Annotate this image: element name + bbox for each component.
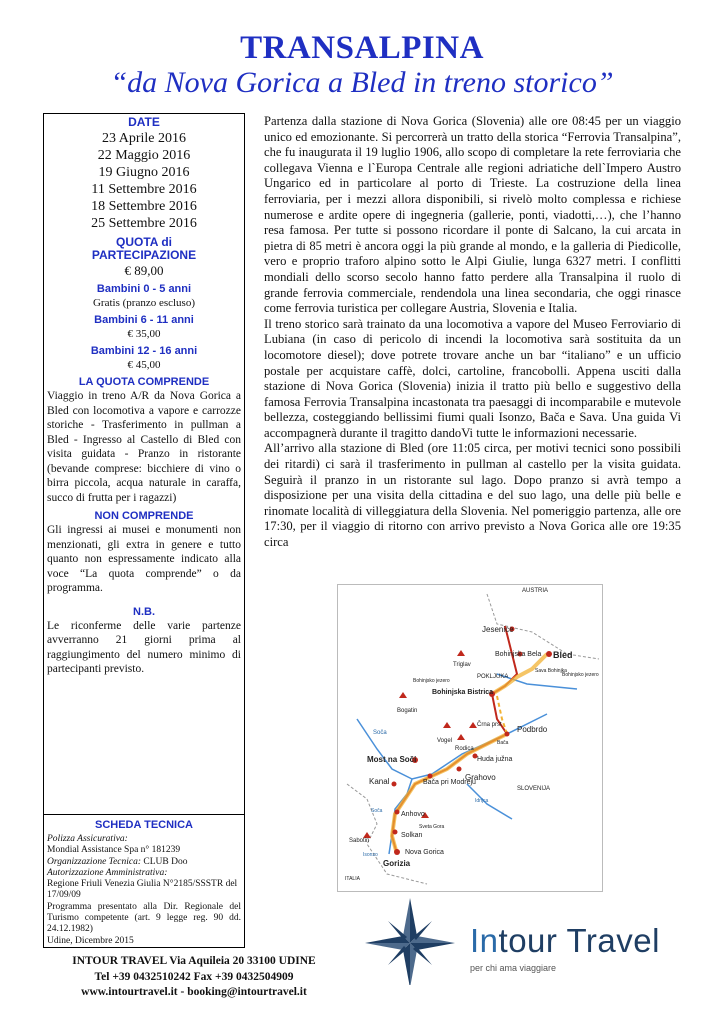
- label-isonzo: Isonzo: [363, 852, 378, 858]
- label-jesenice: Jesenice: [482, 625, 514, 634]
- brand-name-part2: tour Travel: [498, 922, 660, 959]
- date-item: 22 Maggio 2016: [97, 148, 191, 163]
- label-bled: Bled: [553, 650, 573, 660]
- page-subtitle: “da Nova Gorica a Bled in treno storico”: [110, 66, 614, 99]
- paragraph-train: Il treno storico sarà trainato da una locomotiva a vapore del Museo Ferroviario di Lubiana (in caso di pericolo di incendi la locomotiva sarà sostituita da un locomotore diesel); dove potrete trovare anche un bar “italiano” e un ufficio postale per acquistare caffè, dolci, cartoline, francobolli. Appena usciti dalla stazione di Nova Gorica (Slovenia) inizia il tratto più bello e suggestivo della famosa Ferrovia Transalpina incastonata tra paesaggi di incomparabile e mutevole bellezza, costeggiando bellissimi fiumi quali Isonzo, Bača e Sava. Una guida Vi accompagnerà durante il tragitto dandoVi tutte le informazioni necessarie.: [264, 316, 681, 440]
- label-vogel: Vogel: [437, 738, 453, 744]
- info-sidebar: [43, 113, 245, 815]
- kids-12-16-heading: Bambini 12 - 16 anni: [90, 345, 198, 357]
- label-slovenija: SLOVENIJA: [517, 786, 551, 792]
- label-grahovo: Grahovo: [465, 773, 496, 782]
- label-baca: Bača: [497, 740, 509, 746]
- label-sabotin: Sabotin: [349, 838, 370, 844]
- label-pokljuka: POKLJUKA: [477, 674, 509, 680]
- label-nova-gorica: Nova Gorica: [405, 849, 444, 856]
- auth-label: Autorizzazione Amministrativa:: [47, 867, 168, 878]
- station-solkan: [393, 830, 398, 835]
- label-anhovo: Anhovo: [401, 811, 425, 818]
- kids-12-16-value: € 45,00: [127, 359, 161, 371]
- kids-6-11-value: € 35,00: [127, 328, 161, 340]
- brand-tagline: per chi ama viaggiare: [470, 963, 557, 973]
- org-value: CLUB Doo: [143, 856, 188, 867]
- label-bohinjska-bela: Bohinjska Bela: [495, 651, 542, 658]
- station-baca-pri-modreju: [428, 774, 433, 779]
- label-podbrdo: Podbrdo: [517, 725, 548, 734]
- page-title: TRANSALPINA: [240, 30, 484, 66]
- brand-name: [470, 922, 660, 960]
- quota-heading-line2: PARTECIPAZIONE: [91, 248, 197, 262]
- station-anhovo: [395, 810, 400, 815]
- label-kanal: Kanal: [369, 777, 390, 786]
- includes-text: Viaggio in treno A/R da Nova Gorica a Bled con locomotiva a vapore e carrozze storiche - Trasferimento in pullman a Bled - Ingresso al Castello di Bled con visita guidata - Pranzo in ristorante (bevande comprese: bicchiere di vino o birra piccola, acqua naturale in caraffa, succo di frutta per i ragazzi): [47, 390, 241, 504]
- price-value: € 89,00: [124, 263, 164, 278]
- kids-6-11-heading: Bambini 6 - 11 anni: [94, 314, 194, 326]
- dates-list: [47, 130, 241, 232]
- compass-star-icon: [365, 898, 455, 985]
- label-sava: Sava Bohinjka: [535, 668, 567, 674]
- paragraph-bled: All’arrivo alla stazione di Bled (ore 11:05 circa, per motivi tecnici sono possibili dei ritardi) ci sarà il trasferimento in pullman al castello per la visita guidata. Seguirà il pranzo in un ristorante sul lago. Dopo pranzo si avrà tempo a disposizione per una visita della cittadina e del suo lago, una delle più belle e rinomate località di villeggiatura della Slovenia. Nel pomeriggio partenza, alle ore 17:30, per il viaggio di ritorno con arrivo previsto a Nova Gorica alle ore 19:35 circa: [264, 441, 681, 550]
- nb-text: Le riconferme delle varie partenze avverranno 21 giorni prima al raggiungimento del numero minimo di partecipanti previsto.: [47, 619, 241, 675]
- label-gorizia: Gorizia: [383, 859, 411, 868]
- excludes-heading: NON COMPRENDE: [94, 510, 194, 522]
- station-podbrdo: [505, 732, 510, 737]
- footer-address: INTOUR TRAVEL Via Aquileia 20 33100 UDINE: [72, 955, 316, 967]
- date-item: 18 Settembre 2016: [91, 199, 197, 214]
- kids-0-5-value: Gratis (pranzo escluso): [92, 297, 196, 309]
- label-rodica: Rodica: [455, 746, 474, 752]
- nb-heading: N.B.: [133, 605, 155, 618]
- date-item: 25 Settembre 2016: [91, 216, 197, 231]
- label-bohinjsko-jezero: Bohinjsko jezero: [413, 678, 450, 684]
- brand-name-part1: In: [470, 922, 499, 959]
- program-text: Programma presentato alla Dir. Regionale del Turismo competente (art. 9 legge reg. 90 dd. 24.12.1982): [47, 901, 241, 935]
- technical-sheet: [43, 815, 245, 948]
- footer-phone: Tel +39 0432510242 Fax +39 0432504909: [94, 970, 294, 983]
- route-map: [337, 584, 603, 892]
- station-kanal: [392, 782, 397, 787]
- insurance-value: Mondial Assistance Spa n° 181239: [47, 845, 181, 856]
- includes-heading: LA QUOTA COMPRENDE: [78, 376, 210, 388]
- kids-0-5-heading: Bambini 0 - 5 anni: [96, 283, 192, 295]
- label-baca-pri-modreju: Bača pri Modreju: [423, 779, 476, 786]
- label-solkan: Solkan: [401, 832, 423, 839]
- label-most-na-soci: Most na Soči: [367, 755, 417, 764]
- dates-heading: DATE: [128, 115, 160, 129]
- place-date: Udine, Dicembre 2015: [47, 935, 134, 946]
- quota-heading: [47, 236, 241, 262]
- label-huda-juzna: Huda južna: [477, 756, 513, 763]
- org-label: Organizzazione Tecnica:: [47, 856, 142, 867]
- label-austria: AUSTRIA: [521, 588, 549, 594]
- footer-contacts: [43, 954, 345, 1001]
- label-bohinjska-bistrica: Bohinjska Bistrica: [432, 689, 494, 696]
- station-bled: [546, 651, 552, 657]
- insurance-label: Polizza Assicurativa:: [47, 834, 128, 844]
- station-grahovo: [457, 767, 462, 772]
- footer-web[interactable]: www.intourtravel.it - booking@intourtravel.it: [81, 986, 307, 998]
- date-item: 23 Aprile 2016: [102, 131, 186, 146]
- label-bogatin: Bogatin: [397, 708, 418, 714]
- label-idrijca: Idrijca: [475, 798, 489, 804]
- date-item: 11 Settembre 2016: [91, 182, 197, 197]
- main-description: [264, 114, 681, 551]
- paragraph-history: Partenza dalla stazione di Nova Gorica (Slovenia) alle ore 08:45 per un viaggio unico ed emozionante. Si percorrerà un tratto della storica “Ferrovia Transalpina”, che fu inaugurata il 19 luglio 1906, allo scopo di completare la rete ferroviaria che collegava Vienna e l`Europa Centrale alle regioni adriatiche dell`Impero Austro Ungarico ed in particolare al porto di Trieste. La costruzione della linea ferroviaria, per i mezzi allora disponibili, si rivelò molto complessa e richiese numerose e ardite opere di ingegneria (gallerie, ponti, viadotti,…), che l’hanno resa famosa. Per tutte si possono ricordare il ponte di Salcano, la cui arcata in pietra di 85 metri è ancora oggi la più grande al mondo, e la galleria di Piedicolle, vero e proprio traforo alpino sotto le Alpi Giulie, lunga 6327 metri. I conflitti mondiali dello scorso secolo hanno fatto perdere alla Transalpina il ruolo di grande ferrovia commerciale, rendendola una linea secondaria, che oggi rinasce come ferrovia turistica per collegare Austria, Slovenia e Italia.: [264, 114, 681, 316]
- date-item: 19 Giugno 2016: [98, 165, 190, 180]
- excludes-text: Gli ingressi ai musei e monumenti non menzionati, gli extra in genere e tutto quanto non espressamente indicato alla voce “La quota comprende” o da programma.: [47, 524, 241, 594]
- station-nova-gorica: [394, 849, 400, 855]
- label-triglav: Triglav: [453, 662, 471, 668]
- map-frame: [338, 585, 603, 892]
- label-bohinjsko-jezero-2: Bohinjsko jezero: [562, 672, 599, 678]
- tech-heading: SCHEDA TECNICA: [95, 819, 193, 831]
- label-soca: Soča: [373, 730, 387, 736]
- auth-value: Regione Friuli Venezia Giulia N°2185/SSSTR del 17/09/09: [47, 879, 238, 901]
- label-crna-prst: Črna prst: [477, 722, 502, 728]
- label-sveta-gora: Sveta Gora: [419, 824, 445, 830]
- label-italia: ITALIA: [345, 876, 360, 882]
- label-soca-2: Soča: [371, 808, 383, 814]
- quota-heading-line1: QUOTA di: [116, 235, 172, 249]
